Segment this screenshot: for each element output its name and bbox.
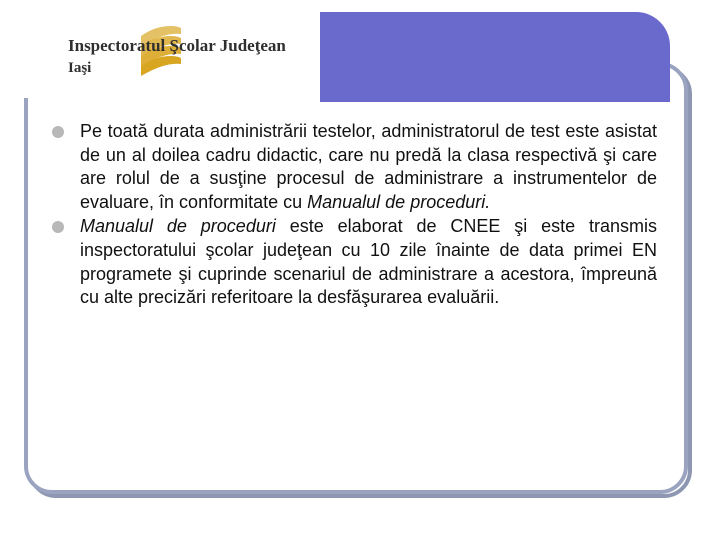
bullet-text: este elaborat de CNEE şi este transmis inspectoratului şcolar judeţean cu 10 zile înainte de data primei EN programete şi cuprinde scenariul de administrare a acestora, împreună cu alte precizări referitoare la desfăşurarea evaluării.: [80, 216, 657, 308]
organization-name: Inspectoratul Şcolar Judeţean: [68, 36, 286, 55]
manual-reference: Manualul de proceduri.: [307, 191, 491, 212]
city-name: Iaşi: [68, 60, 92, 76]
header-banner: [320, 12, 670, 102]
list-item: [52, 120, 657, 214]
list-item: [52, 215, 657, 309]
bullet-dot-icon: [52, 126, 64, 138]
bullet-list: [52, 120, 657, 310]
manual-reference: Manualul de proceduri: [80, 216, 276, 237]
slide-content: [52, 120, 657, 311]
bullet-text: Pe toată durata administrării testelor, administratorul de test este asistat de un al doilea cadru didactic, care nu predă la clasa respectivă şi care are rolul de a susţine procesul de administrare a instrumentelor de evaluare, în conformitate cu: [80, 121, 657, 212]
header-title: [68, 36, 286, 78]
bullet-dot-icon: [52, 221, 64, 233]
